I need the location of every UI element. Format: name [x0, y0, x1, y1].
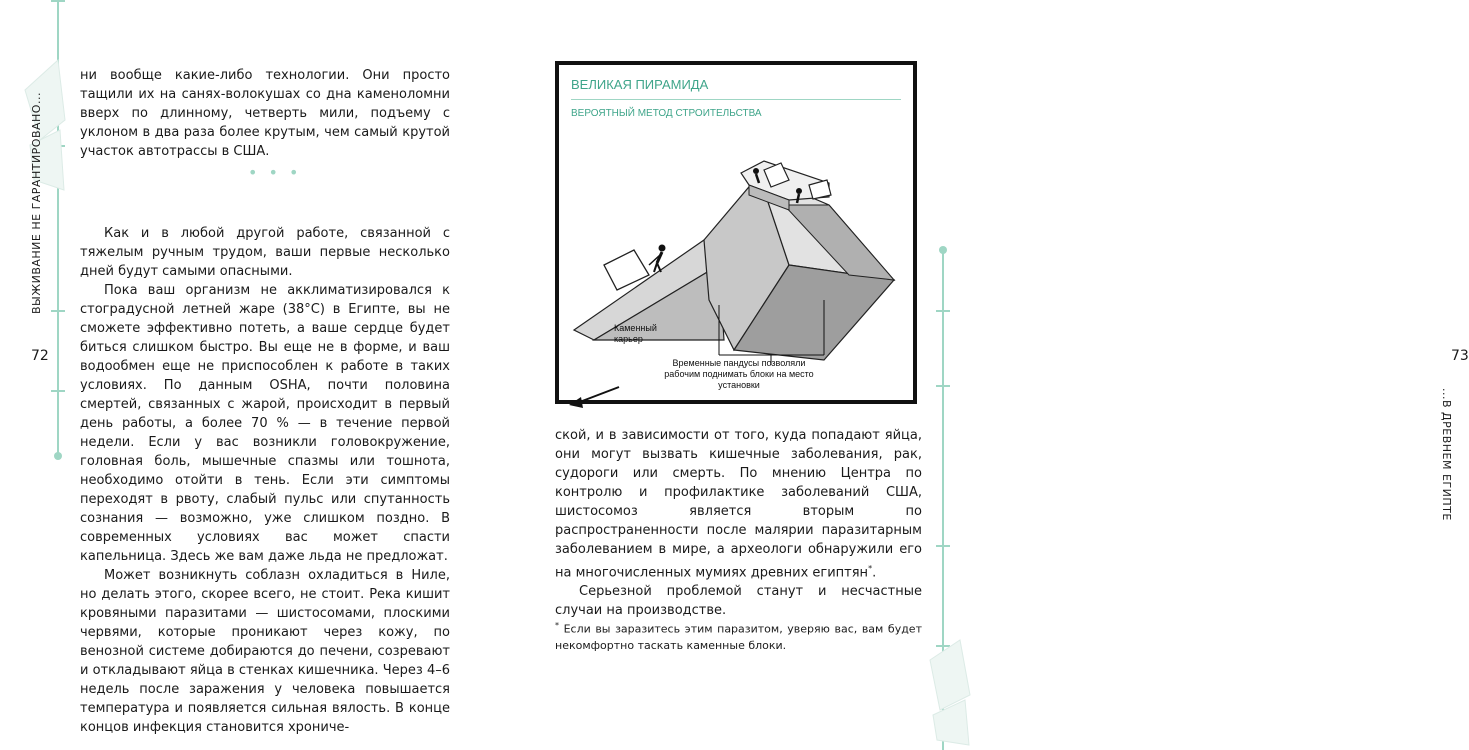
rail-tick [51, 390, 65, 392]
rail-tick [936, 385, 950, 387]
rail-tick [936, 310, 950, 312]
rail-dot [939, 246, 947, 254]
paragraph: Пока ваш организм не акклиматизировался к стоградусной летней жаре (38°C) в Египте, вы не сможете эффективно потеть, а ваше сердце будет биться слишком быстро. Вы еще не в форме, и ваш водообмен еще не приспособлен к работе в таких условиях. По данным OSHA, почти половина смертей, связанных с жарой, происходит в первый день работы, а более 70 % — в течение первой недели. Если у вас возникли головокружение, головная боль, мышечные спазмы или тошнота, необходимо отойти в тень. Если эти симптомы переходят в рвоту, слабый пульс или спутанность сознания — возможно, уже слишком поздно. В современных условиях вас может спасти капельница. Здесь же вам даже льда не предложат. [80, 283, 450, 564]
quarry-label: Каменный карьер [614, 323, 657, 344]
rail-tick [936, 545, 950, 547]
page-number-left: 72 [31, 348, 49, 364]
mountain-shard-decoration [925, 640, 975, 750]
running-head-left: ВЫЖИВАНИЕ НЕ ГАРАНТИРОВАНО... [30, 92, 43, 314]
paragraph: ской, и в зависимости от того, куда попадают яйца, они могут вызвать кишечные заболевания, рак, судороги или смерть. По мнению Центра по контролю и профилактике заболеваний США, шистосомоз является вторым по распространенности после малярии паразитарным заболеванием в мире, а археологи обнаружили его на многочисленных мумиях древних египтян*. [555, 428, 922, 581]
footnote-text: Если вы заразитесь этим паразитом, уверяю вас, вам будет некомфортно таскать каменные блоки. [555, 622, 922, 652]
paragraph: Может возникнуть соблазн охладиться в Ниле, но делать этого, скорее всего, не стоит. Река кишит кровяными паразитами — шистосомами, плоскими червями, которые проникают через кожу, по венозной системе добираются до печени, созревают и откладывают яйца в стенках кишечника. Через 4–6 недель после заражения у человека повышается температура и появляется сильная вялость. В конце концов инфекция становится хрониче- [80, 568, 450, 735]
figure-rule [571, 99, 901, 100]
footnote-marker: * [868, 564, 873, 573]
left-page [0, 0, 500, 750]
rail-dot [54, 452, 62, 460]
footnote-marker: * [555, 621, 559, 630]
running-head-right: ...В ДРЕВНЕМ ЕГИПТЕ [1440, 388, 1453, 521]
footnote [555, 618, 922, 654]
ramps-label: Временные пандусы позволяли рабочим поднимать блоки на место установки [664, 358, 814, 390]
rail-tick [51, 310, 65, 312]
page-number-right: 73 [1451, 348, 1469, 364]
pyramid-figure [555, 61, 917, 404]
figure-subtitle: ВЕРОЯТНЫЙ МЕТОД СТРОИТЕЛЬСТВА [571, 108, 762, 119]
paragraph: Как и в любой другой работе, связанной с тяжелым ручным трудом, ваши первые несколько дней будут самыми опасными. [80, 226, 450, 279]
rail-tick [51, 0, 65, 2]
section-separator: • • • [248, 163, 302, 182]
right-body-text [555, 426, 922, 620]
figure-title: ВЕЛИКАЯ ПИРАМИДА [571, 77, 709, 92]
mountain-shard-decoration [20, 60, 70, 200]
paragraph: ни вообще какие-либо технологии. Они просто тащили их на санях-волокушах со дна каменоломни вверх по длинному, четверть мили, подъему с уклоном в два раза более крутым, чем самый крутой участок автотрассы в США. [80, 68, 450, 159]
paragraph: Серьезной проблемой станут и несчастные случаи на производстве. [555, 584, 922, 619]
